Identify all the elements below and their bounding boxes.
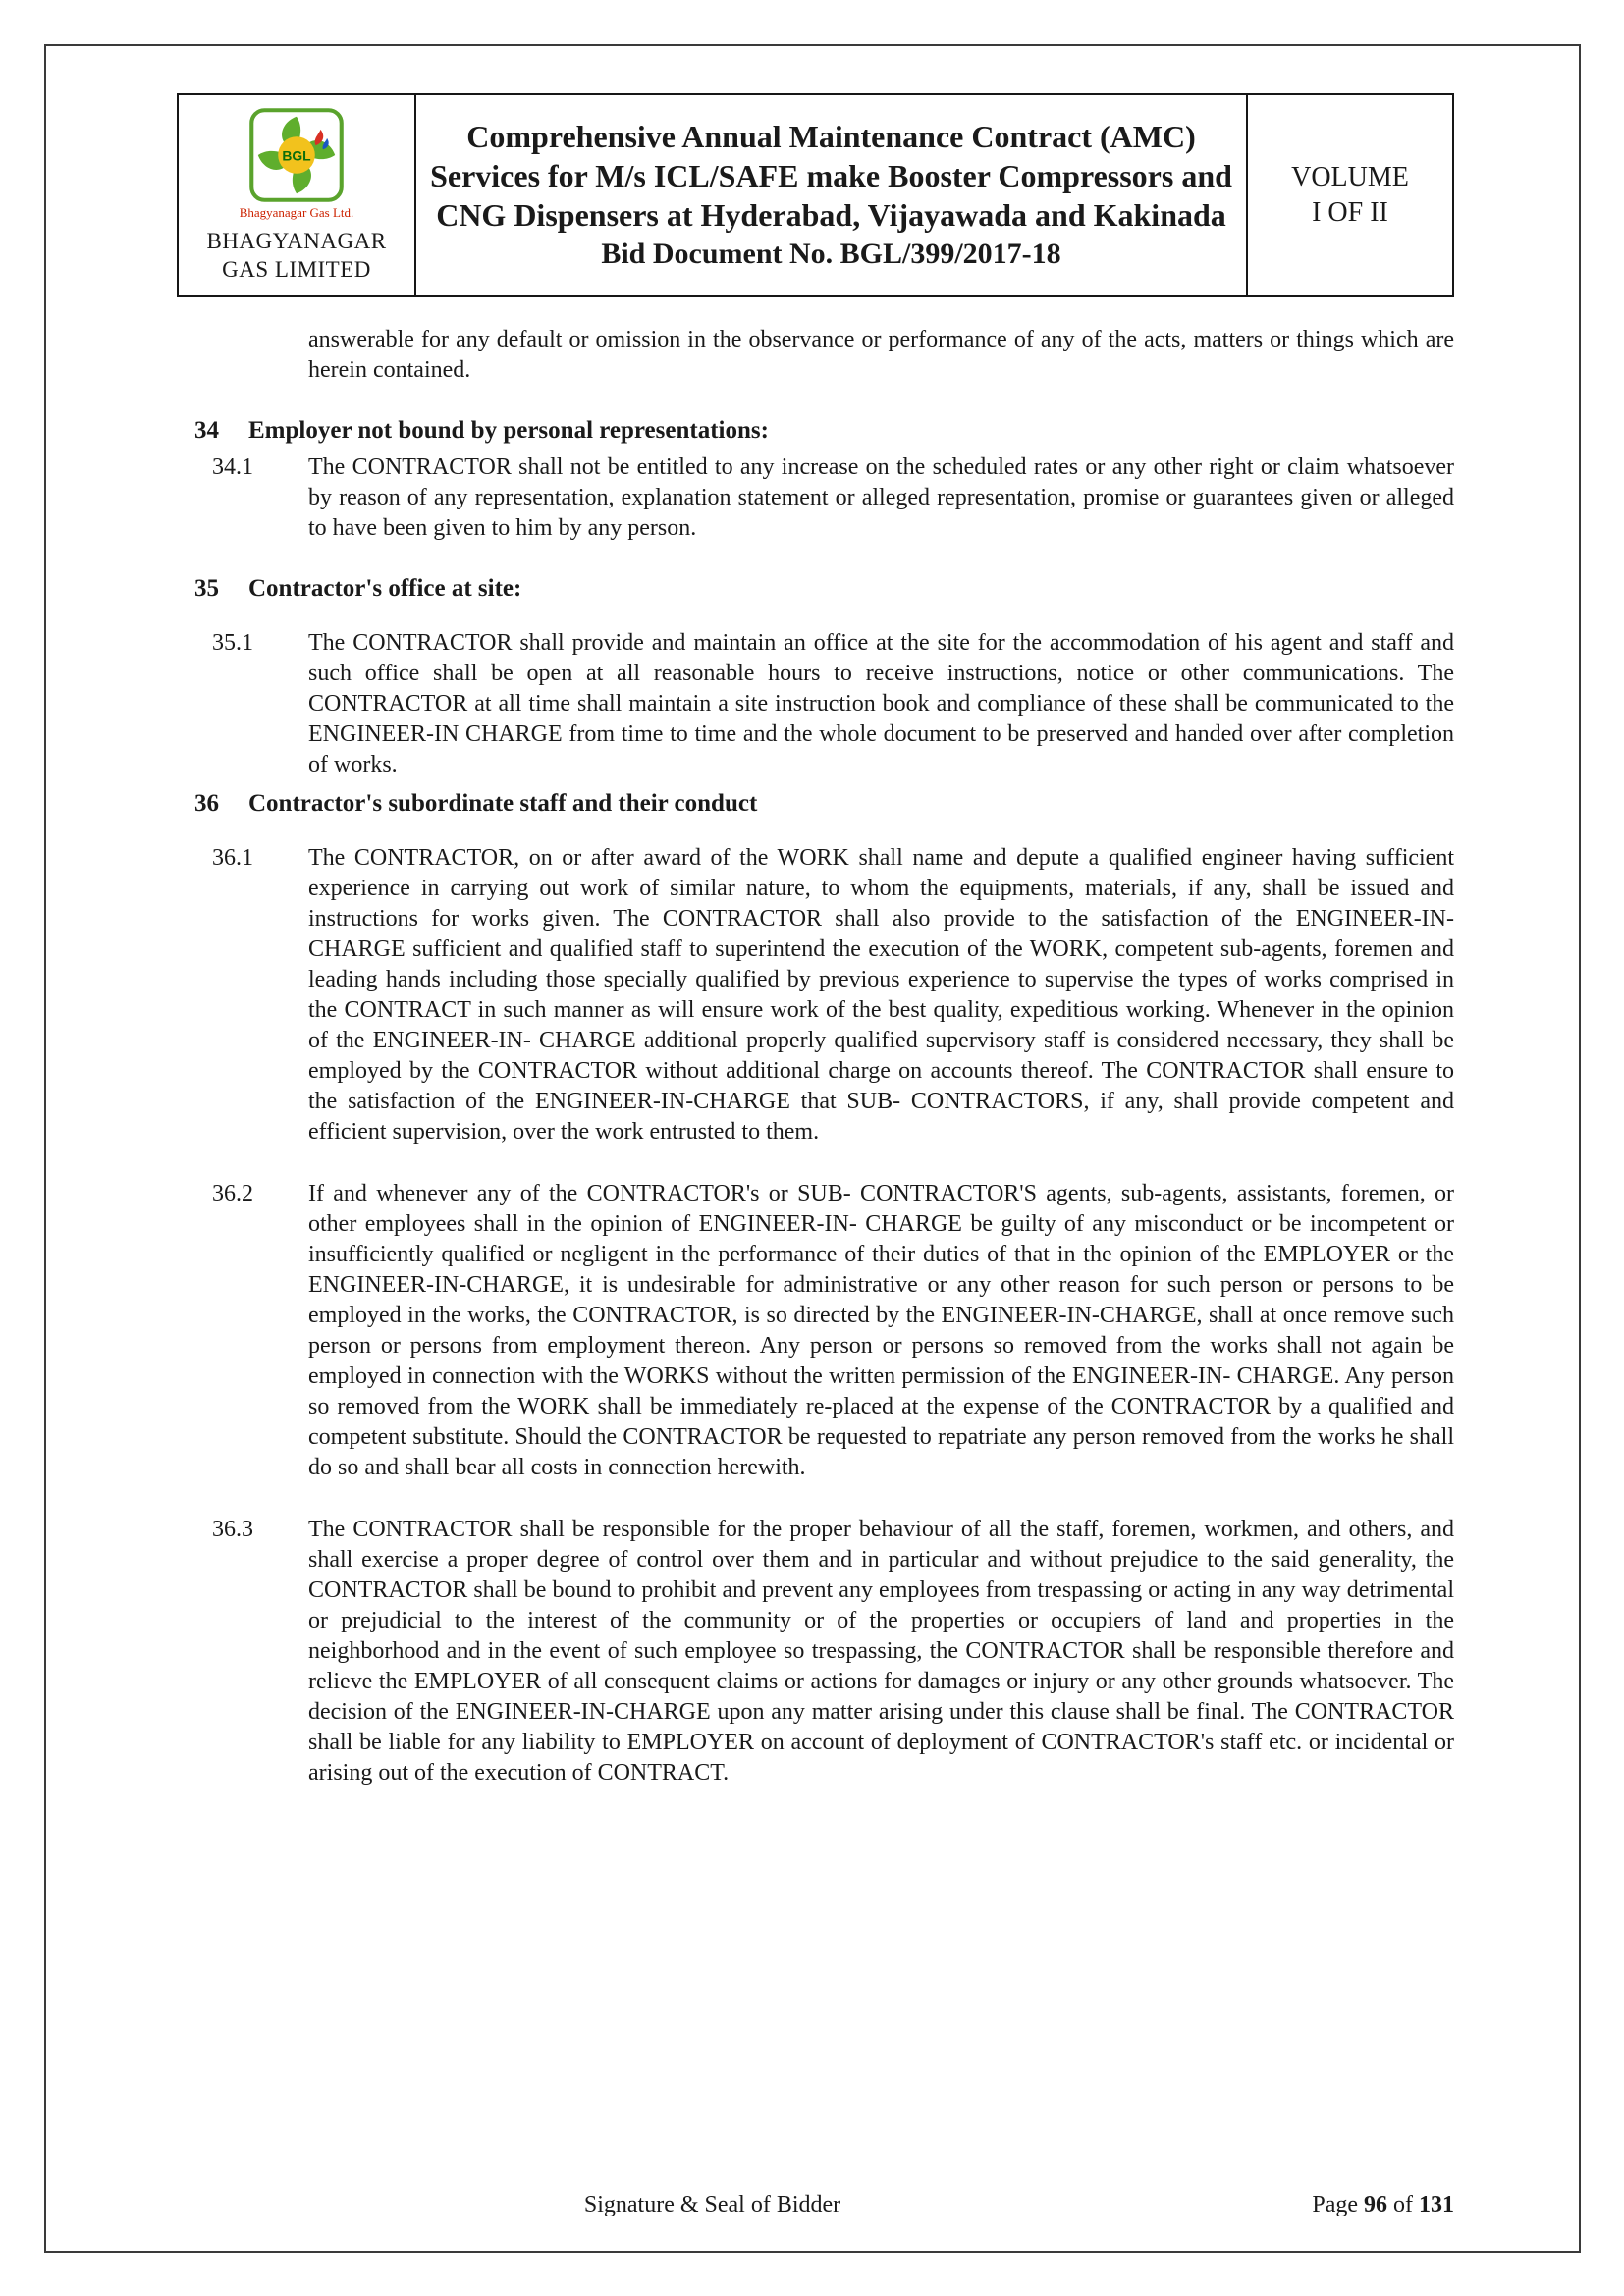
bgl-logo-icon (248, 107, 345, 203)
clause-36-1 (177, 843, 1454, 1148)
clause-number: 36.3 (212, 1517, 253, 1542)
section-36 (177, 788, 1454, 1789)
clause-34-1 (177, 453, 1454, 544)
of-word: of (1393, 2192, 1413, 2217)
clause-number: 36.2 (212, 1181, 253, 1206)
volume-line2: I OF II (1312, 197, 1388, 228)
header-table (177, 93, 1454, 297)
section-title: Contractor's subordinate staff and their conduct (248, 790, 758, 817)
clause-text: The CONTRACTOR shall provide and maintain an office at the site for the accommodation of his agent and staff and such office shall be open at all reasonable hours to receive instructions, notice or other communications. The CONTRACTOR at all time shall maintain a site instruction book and compliance of these shall be communicated to the ENGINEER-IN CHARGE from time to time and the whole document to be preserved and handed over after completion of works. (308, 630, 1454, 777)
section-heading (177, 788, 1454, 820)
intro-paragraph: answerable for any default or omission in the observance or performance of any of the acts, matters or things which are herein contained. (308, 327, 1454, 383)
clause-number: 36.1 (212, 845, 253, 871)
volume-line1: VOLUME (1291, 162, 1409, 192)
clause-text: The CONTRACTOR shall be responsible for the proper behaviour of all the staff, foremen, workmen, and others, and shall exercise a proper degree of control over them and in particular and without prejudice to the said generality, the CONTRACTOR shall be bound to prohibit and prevent any employees from trespassing or acting in any way detrimental or prejudicial to the interest of the community or of the properties or occupiers of land and properties in the neighborhood and in the event of such employee so trespassing, the CONTRACTOR shall be responsible therefore and relieve the EMPLOYER of all consequent claims or actions for damages or injury or any other grounds whatsoever. The decision of the ENGINEER-IN-CHARGE upon any matter arising under this clause shall be final. The CONTRACTOR shall be liable for any liability to EMPLOYER on account of deployment of CONTRACTOR's staff etc. or incidental or arising out of the execution of CONTRACT. (308, 1517, 1454, 1786)
section-35 (177, 573, 1454, 780)
bid-document-number: Bid Document No. BGL/399/2017-18 (601, 238, 1061, 270)
section-34 (177, 415, 1454, 544)
page-border (44, 44, 1581, 2253)
section-heading (177, 573, 1454, 605)
company-name-line2: GAS LIMITED (222, 257, 371, 282)
document-body (177, 325, 1454, 1789)
document-title: Comprehensive Annual Maintenance Contract (AMC) Services for M/s ICL/SAFE make Booster Compressors and CNG Dispensers at Hyderabad, Vijayawada and Kakinada (430, 119, 1232, 233)
header-volume-cell (1246, 95, 1452, 295)
section-heading (177, 415, 1454, 447)
page-word: Page (1312, 2192, 1358, 2217)
clause-text: If and whenever any of the CONTRACTOR's or SUB- CONTRACTOR'S agents, sub-agents, assistants, foremen, or other employees shall in the opinion of ENGINEER-IN- CHARGE be guilty of any misconduct or be incompetent or insufficiently qualified or negligent in the performance of their duties of that in the opinion of the EMPLOYER or the ENGINEER-IN-CHARGE, it is undesirable for administrative or any other reason for such person or persons to be employed in the works, the CONTRACTOR, is so directed by the ENGINEER-IN-CHARGE, shall at once remove such person or persons from employment thereon. Any person or persons so removed from the works shall not again be employed in connection with the WORKS without the written permission of the ENGINEER-IN- CHARGE. Any person so removed from the WORK shall be immediately re-placed at the expense of the CONTRACTOR by a qualified and competent substitute. Should the CONTRACTOR be requested to repatriate any person removed from the works he shall do so and shall bear all costs in connection herewith. (308, 1181, 1454, 1480)
signature-label: Signature & Seal of Bidder (583, 2192, 841, 2217)
clause-number: 34.1 (212, 454, 253, 480)
clause-35-1 (177, 628, 1454, 780)
header-title-cell (414, 95, 1246, 295)
clause-36-3 (177, 1515, 1454, 1789)
header-logo-cell (179, 95, 414, 295)
company-name-line1: BHAGYANAGAR (206, 229, 387, 253)
clause-36-2 (177, 1179, 1454, 1483)
clause-text: The CONTRACTOR shall not be entitled to any increase on the scheduled rates or any other right or claim whatsoever by reason of any representation, explanation statement or alleged representation, promise or guarantees given or alleged to have been given to him by any person. (308, 454, 1454, 541)
logo-tagline: Bhagyanagar Gas Ltd. (239, 205, 354, 220)
logo-acronym: BGL (282, 147, 311, 164)
page-total: 131 (1419, 2192, 1454, 2217)
section-number: 35 (194, 575, 219, 602)
section-title: Employer not bound by personal representations: (248, 417, 769, 444)
clause-text: The CONTRACTOR, on or after award of the WORK shall name and depute a qualified engineer having sufficient experience in carrying out work of similar nature, to whom the equipments, materials, if any, shall be issued and instructions for works given. The CONTRACTOR shall also provide to the satisfaction of the ENGINEER-IN- CHARGE sufficient and qualified staff to superintend the execution of the WORK, competent sub-agents, foremen and leading hands including those specially qualified by previous experience to supervise the types of works comprised in the CONTRACT in such manner as will ensure work of the best quality, expeditious working. Whenever in the opinion of the ENGINEER-IN- CHARGE additional properly qualified supervisory staff is considered necessary, they shall be employed by the CONTRACTOR without additional charge on accounts thereof. The CONTRACTOR shall ensure to the satisfaction of the ENGINEER-IN-CHARGE that SUB- CONTRACTORS, if any, shall provide competent and efficient supervision, over the work entrusted to them. (308, 845, 1454, 1145)
page-footer (177, 2190, 1454, 2219)
section-title: Contractor's office at site: (248, 575, 522, 602)
section-number: 36 (194, 790, 219, 817)
section-number: 34 (194, 417, 219, 444)
clause-number: 35.1 (212, 630, 253, 656)
page-current: 96 (1364, 2192, 1387, 2217)
page-indicator (1312, 2190, 1454, 2219)
